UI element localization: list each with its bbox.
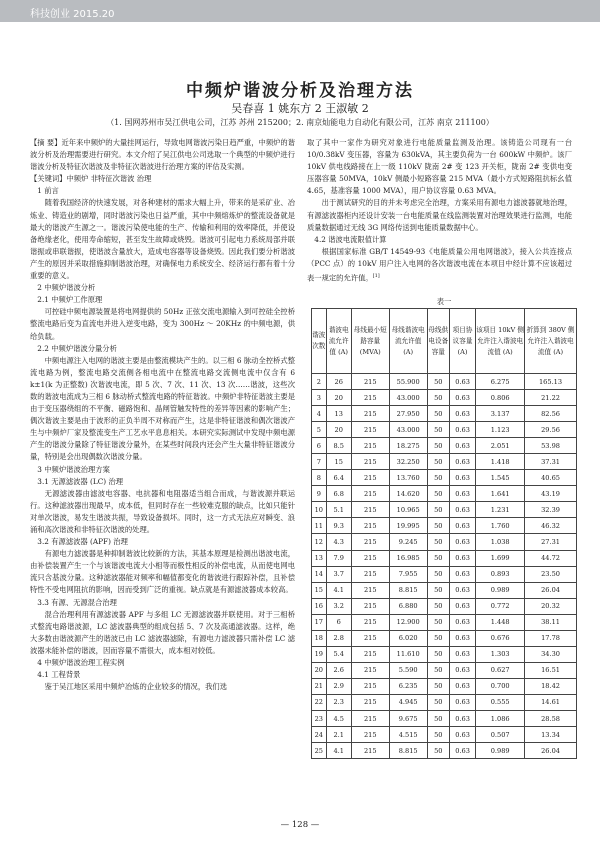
paragraph: 无源滤波器由滤波电容器、电抗器和电阻器适当组合而成，与谐波源并联运行。这种滤波器出现最早，成本低，但同时存在一些较难克服的缺点，比如只能针对单次谐波，易发生谐波共振，导致设备损坏。同时，这一方式无法应对瞬变、浪涌和高次谐波和非特征次谐波的处理。	[30, 488, 295, 534]
table-cell: 50	[427, 470, 449, 486]
table-cell: 14	[312, 566, 327, 582]
table-body	[312, 374, 577, 759]
table-cell: 3	[312, 390, 327, 406]
table-cell: 6.8	[326, 486, 351, 502]
table-cell: 2.6	[326, 662, 351, 678]
table-cell: 34.30	[525, 646, 577, 662]
table-cell: 0.63	[449, 518, 475, 534]
table-cell: 215	[351, 486, 389, 502]
table-cell: 9.245	[389, 534, 427, 550]
table-cell: 11	[312, 518, 327, 534]
table-cell: 44.72	[525, 550, 577, 566]
subsection-heading: 4.1 工程背景	[37, 670, 81, 680]
table-cell: 6	[312, 438, 327, 454]
subsection-heading: 3.2 有源滤波器 (APF) 治理	[37, 537, 128, 547]
table-cell: 0.806	[476, 390, 525, 406]
paragraph	[307, 246, 572, 285]
table-cell: 23.50	[525, 566, 577, 582]
table-cell: 215	[351, 710, 389, 726]
table-header-cell: 谐波电流允许值 (A)	[326, 309, 351, 374]
table-row	[312, 614, 577, 630]
table-header-row	[312, 309, 577, 374]
table-row	[312, 743, 577, 759]
table-cell: 165.13	[525, 374, 577, 390]
table-cell: 19	[312, 646, 327, 662]
table-header-cell: 母线谐波电流允许值 (A)	[389, 309, 427, 374]
table-row	[312, 694, 577, 710]
table-cell: 15	[326, 454, 351, 470]
table-cell: 20	[312, 662, 327, 678]
table-cell: 0.63	[449, 582, 475, 598]
table-cell: 0.989	[476, 582, 525, 598]
table-cell: 215	[351, 534, 389, 550]
table-cell: 50	[427, 743, 449, 759]
table-cell: 0.63	[449, 374, 475, 390]
table-cell: 26.04	[525, 582, 577, 598]
table-cell: 1.123	[476, 422, 525, 438]
paragraph-text: 根据国家标准 GB/T 14549-93《电能质量公用电网谐波》，接入公共连接点（PCC 点）的 10kV 用户注入电网的各次谐波电流在本项目中经计算不应该超过表一规定的允许值。	[307, 246, 572, 283]
paragraph: 可控硅中频电源装置是将电网提供的 50Hz 正弦交流电源输入到可控硅全控桥整流电路后变为直流电并进入逆变电路，变为 300Hz ～ 20KHz 的中频电源，供给负载。	[30, 307, 295, 341]
table-cell: 7	[312, 454, 327, 470]
table-cell: 4.1	[326, 743, 351, 759]
table-header-cell: 母线供电设备容量	[427, 309, 449, 374]
table-row	[312, 422, 577, 438]
table-cell: 20	[326, 422, 351, 438]
table-row	[312, 630, 577, 646]
table-cell: 55.900	[389, 374, 427, 390]
table-cell: 16.51	[525, 662, 577, 678]
table-cell: 5	[312, 422, 327, 438]
table-cell: 8	[312, 470, 327, 486]
table-cell: 50	[427, 710, 449, 726]
table-cell: 0.63	[449, 406, 475, 422]
table-cell: 50	[427, 662, 449, 678]
table-cell: 50	[427, 727, 449, 743]
table-cell: 3.7	[326, 566, 351, 582]
table-cell: 215	[351, 678, 389, 694]
table-cell: 17	[312, 614, 327, 630]
table-cell: 0.63	[449, 662, 475, 678]
table-cell: 4.1	[326, 582, 351, 598]
table-cell: 25	[312, 743, 327, 759]
table-cell: 8.815	[389, 743, 427, 759]
table-cell: 11.610	[389, 646, 427, 662]
table-cell: 1.448	[476, 614, 525, 630]
journal-name: 科技创业 2015.20	[30, 9, 115, 20]
table-cell: 32.250	[389, 454, 427, 470]
table-cell: 50	[427, 454, 449, 470]
table-cell: 2	[312, 374, 327, 390]
paper-title: 中频炉谐波分析及治理方法	[186, 81, 414, 101]
table-cell: 0.63	[449, 710, 475, 726]
table-cell: 6.880	[389, 598, 427, 614]
table-cell: 215	[351, 374, 389, 390]
paragraph: 有源电力滤波器是种抑制谐波比较新的方法，其基本原理是检测出谐波电流，由补偿装置产生一个与该谐波电流大小相等而极性相反的补偿电流，从而使电网电流只含基波分量。这种滤波器能对频率和幅值都变化的谐波进行跟踪补偿，且补偿特性不受电网阻抗的影响，因而受到广泛的重视。缺点就是有源滤波器成本较高。	[30, 549, 295, 595]
table-cell: 5.1	[326, 502, 351, 518]
table-cell: 14.620	[389, 486, 427, 502]
table-cell: 43.000	[389, 422, 427, 438]
subsection-heading: 2.1 中频炉工作原理	[37, 295, 103, 305]
table-cell: 50	[427, 694, 449, 710]
table-cell: 0.63	[449, 534, 475, 550]
table-cell: 215	[351, 550, 389, 566]
table-row	[312, 727, 577, 743]
table-row	[312, 406, 577, 422]
table-cell: 215	[351, 438, 389, 454]
table-cell: 4	[312, 406, 327, 422]
table-cell: 2.1	[326, 727, 351, 743]
table-cell: 13	[312, 550, 327, 566]
table-cell: 9.675	[389, 710, 427, 726]
table-cell: 0.63	[449, 646, 475, 662]
subsection-heading: 2.2 中频炉谐波分量分析	[37, 343, 117, 353]
table-cell: 21.22	[525, 390, 577, 406]
keywords: 【关键词】中频炉 非特征次谐波 治理	[30, 174, 152, 184]
table-cell: 6.020	[389, 630, 427, 646]
table-cell: 0.63	[449, 614, 475, 630]
table-cell: 50	[427, 422, 449, 438]
table-cell: 4.5	[326, 710, 351, 726]
table-cell: 215	[351, 614, 389, 630]
table-cell: 37.31	[525, 454, 577, 470]
table-cell: 1.086	[476, 710, 525, 726]
table-cell: 18	[312, 630, 327, 646]
table-cell: 0.507	[476, 727, 525, 743]
table-cell: 215	[351, 630, 389, 646]
table-cell: 22	[312, 694, 327, 710]
table-cell: 8.5	[326, 438, 351, 454]
table-cell: 50	[427, 614, 449, 630]
table-cell: 215	[351, 406, 389, 422]
table-cell: 50	[427, 598, 449, 614]
table-cell: 0.676	[476, 630, 525, 646]
harmonic-limit-table	[311, 308, 577, 759]
table-cell: 9	[312, 486, 327, 502]
table-caption: 表一	[436, 297, 452, 306]
table-cell: 0.893	[476, 566, 525, 582]
paragraph: 随着我国经济的快速发展，对各种建材的需求大幅上升，带来的是采矿业、冶炼业、铸造业的剧增，同时谐波污染也日益严重，其中中频熔炼炉的整流设备就是最大的谐波产生源之一。谐波污染使电能的生产、传输和利用的效率降低，并使设备绝缘老化，使用寿命缩短，甚至发生故障或烧毁。谐波可引起电力系统局部并联谐振或串联谐振，使谐波含量放大，造成电容器等设备烧毁。因此我们要分析谐波产生的原因并采取措施抑制谐波治理，对确保电力系统安全、经济运行都有着十分重要的意义。	[30, 198, 295, 281]
table-cell: 16	[312, 598, 327, 614]
table-cell: 215	[351, 727, 389, 743]
table-cell: 215	[351, 598, 389, 614]
table-cell: 1.641	[476, 486, 525, 502]
table-row	[312, 678, 577, 694]
subsection-heading: 3.1 无源滤波器 (LC) 治理	[37, 476, 124, 486]
table-cell: 1.699	[476, 550, 525, 566]
table-cell: 215	[351, 662, 389, 678]
table-cell: 16.985	[389, 550, 427, 566]
table-cell: 2.9	[326, 678, 351, 694]
table-cell: 27.31	[525, 534, 577, 550]
table-cell: 0.63	[449, 470, 475, 486]
table-cell: 50	[427, 630, 449, 646]
table-cell: 13.34	[525, 727, 577, 743]
table-cell: 50	[427, 534, 449, 550]
journal-header-bar	[0, 0, 600, 22]
paragraph: 中频电源注入电网的谐波主要是由整流模块产生的。以三相 6 脉动全控桥式整流电路为例，整流电路交流侧各相电流中在整流电路交流侧电流中仅含有 6 k±1(k 为正整数) 次谐波电流，即 5 次、7 次、11 次、13 次……谐波，这些次数的谐波电流成为三相 6 脉动桥式整流电路的特征谐波。中频炉非特征谐波主要是由于变压器绕组的不平衡、磁路饱和、晶闸管触发特性的差异等因素的影响产生；偶次谐波主要是由于波形的正负半周不对称而产生，这是非特征谐波和偶次谐波产生与中频炉厂家及整流变生产工艺水平息息相关。本研究实际测试中发现中频电源产生的谐波分量除了特征谐波分量外，在某些时间段内还会产生大量非特征谐波分量，特别是会出现偶数次谐波分量。	[30, 355, 295, 462]
table-cell: 2.051	[476, 438, 525, 454]
table-cell: 40.65	[525, 470, 577, 486]
table-cell: 6.275	[476, 374, 525, 390]
table-row	[312, 646, 577, 662]
table-cell: 1.038	[476, 534, 525, 550]
table-cell: 215	[351, 743, 389, 759]
paragraph: 出于测试研究的目的并未考虑完全治理，方案采用有源电力滤波器就地治理，有源滤波器柜内还设计安装一台电能质量在线监测装置对治理效果进行监测，电能质量数据通过无线 3G 网络传送到电能质量数据中心。	[307, 198, 572, 232]
table-cell: 50	[427, 566, 449, 582]
table-header-cell: 该项目 10kV 侧允许注入谐波电流值 (A)	[476, 309, 525, 374]
table-cell: 43.19	[525, 486, 577, 502]
table-cell: 0.772	[476, 598, 525, 614]
table-cell: 9.3	[326, 518, 351, 534]
table-cell: 0.63	[449, 566, 475, 582]
table-cell: 7.955	[389, 566, 427, 582]
table-cell: 18.275	[389, 438, 427, 454]
table-cell: 215	[351, 518, 389, 534]
table-cell: 0.63	[449, 550, 475, 566]
table-cell: 50	[427, 390, 449, 406]
table-cell: 13	[326, 406, 351, 422]
table-cell: 12	[312, 534, 327, 550]
table-header-cell: 折算到 380V 侧允许注入谐波电流值 (A)	[525, 309, 577, 374]
table-cell: 14.61	[525, 694, 577, 710]
table-cell: 0.627	[476, 662, 525, 678]
table-cell: 50	[427, 438, 449, 454]
table-cell: 50	[427, 502, 449, 518]
table-cell: 20	[326, 390, 351, 406]
table-cell: 50	[427, 374, 449, 390]
table-row	[312, 598, 577, 614]
table-cell: 50	[427, 486, 449, 502]
section-heading: 3 中频炉谐波治理方案	[37, 464, 110, 474]
table-cell: 50	[427, 550, 449, 566]
table-cell: 0.700	[476, 678, 525, 694]
table-cell: 0.63	[449, 390, 475, 406]
table-cell: 0.63	[449, 438, 475, 454]
table-cell: 215	[351, 470, 389, 486]
table-cell: 21	[312, 678, 327, 694]
table-cell: 19.995	[389, 518, 427, 534]
table-row	[312, 374, 577, 390]
table-header-cell: 谐波次数	[312, 309, 327, 374]
table-cell: 12.900	[389, 614, 427, 630]
paragraph: 取了其中一家作为研究对象进行电能质量监测及治理。该铸造公司现有一台 10/0.38kV 变压器，容量为 630kVA，其主要负荷为一台 600kW 中频炉。该厂 10kV 供电线路接在上一级 110kV 陇南 2# 变 123 开关柜，陇南 2# 变供电变压器容量 50MVA，10kV 侧最小短路容量 215 MVA（最小方式短路阻抗标幺值 4.65，基准容量 1000 MVA），用户协议容量 0.63 MVA。	[307, 138, 572, 196]
table-cell: 0.63	[449, 727, 475, 743]
table-row	[312, 502, 577, 518]
table-cell: 0.63	[449, 743, 475, 759]
table-cell: 13.760	[389, 470, 427, 486]
table-cell: 15	[312, 582, 327, 598]
citation: [1]	[372, 273, 380, 280]
table-cell: 20.32	[525, 598, 577, 614]
table-cell: 0.63	[449, 598, 475, 614]
table-row	[312, 582, 577, 598]
table-cell: 27.950	[389, 406, 427, 422]
table-cell: 28.58	[525, 710, 577, 726]
section-heading: 4 中频炉谐波治理工程实例	[37, 658, 125, 668]
table-row	[312, 566, 577, 582]
left-column	[30, 137, 295, 693]
table-header-cell: 母线最小短路容量 (MVA)	[351, 309, 389, 374]
right-column	[307, 137, 572, 285]
table-cell: 5.4	[326, 646, 351, 662]
subsection-heading: 4.2 谐波电流限值计算	[314, 234, 387, 244]
table-cell: 215	[351, 646, 389, 662]
table-row	[312, 438, 577, 454]
table-cell: 7.9	[326, 550, 351, 566]
table-cell: 0.63	[449, 694, 475, 710]
table-cell: 43.000	[389, 390, 427, 406]
table-cell: 2.3	[326, 694, 351, 710]
table-cell: 38.11	[525, 614, 577, 630]
table-cell: 4.945	[389, 694, 427, 710]
table-row	[312, 454, 577, 470]
table-cell: 1.760	[476, 518, 525, 534]
table-cell: 10	[312, 502, 327, 518]
table-cell: 2.8	[326, 630, 351, 646]
table-row	[312, 550, 577, 566]
table-row	[312, 390, 577, 406]
table-cell: 6.235	[389, 678, 427, 694]
table-cell: 24	[312, 727, 327, 743]
table-cell: 0.63	[449, 630, 475, 646]
table-header-cell: 项目协议容量 (A)	[449, 309, 475, 374]
table-cell: 215	[351, 390, 389, 406]
table-cell: 1.545	[476, 470, 525, 486]
page-number: — 128 —	[280, 820, 320, 830]
section-heading: 1 前言	[37, 186, 59, 196]
table-cell: 17.78	[525, 630, 577, 646]
table-cell: 0.63	[449, 678, 475, 694]
table-cell: 10.965	[389, 502, 427, 518]
table-cell: 3.137	[476, 406, 525, 422]
table-cell: 6.4	[326, 470, 351, 486]
table-cell: 8.815	[389, 582, 427, 598]
table-cell: 215	[351, 566, 389, 582]
table-cell: 1.231	[476, 502, 525, 518]
table-row	[312, 534, 577, 550]
subsection-heading: 3.3 有源、无源混合治理	[37, 597, 117, 607]
table-cell: 32.39	[525, 502, 577, 518]
table-cell: 215	[351, 582, 389, 598]
authors: 吴春喜 1 姚东方 2 王淑敏 2	[231, 102, 369, 115]
table-row	[312, 470, 577, 486]
table-cell: 1.418	[476, 454, 525, 470]
table-cell: 215	[351, 422, 389, 438]
table-cell: 53.98	[525, 438, 577, 454]
table-cell: 0.63	[449, 502, 475, 518]
paragraph: 混合治理利用有源滤波器 APF 与多组 LC 无源滤波器并联使用。对于三相桥式整流电路谐波源，LC 滤波器典型的组成包括 5、7 次及高通滤波器。这样，绝大多数由谐波源产生的谐波已由 LC 滤波器滤除，有源电力滤波器只需补偿 LC 滤波器未能补偿的谐波，因而容量不需很大，成本相对较低。	[30, 609, 295, 655]
table-row	[312, 486, 577, 502]
table-cell: 3.2	[326, 598, 351, 614]
table-cell: 1.303	[476, 646, 525, 662]
table-cell: 5.590	[389, 662, 427, 678]
table-cell: 4.3	[326, 534, 351, 550]
section-heading: 2 中频炉谐波分析	[37, 283, 96, 293]
table-row	[312, 518, 577, 534]
table-cell: 50	[427, 406, 449, 422]
table-cell: 50	[427, 582, 449, 598]
table-cell: 0.63	[449, 454, 475, 470]
table-cell: 215	[351, 454, 389, 470]
table-cell: 0.555	[476, 694, 525, 710]
table-cell: 0.63	[449, 486, 475, 502]
table-cell: 215	[351, 502, 389, 518]
table-cell: 50	[427, 678, 449, 694]
paragraph: 鉴于吴江地区采用中频炉冶炼的企业较多的情况，我们选	[44, 682, 228, 692]
table-cell: 82.56	[525, 406, 577, 422]
table-cell: 50	[427, 646, 449, 662]
table-cell: 23	[312, 710, 327, 726]
table-cell: 18.42	[525, 678, 577, 694]
table-row	[312, 662, 577, 678]
table-cell: 0.989	[476, 743, 525, 759]
table-cell: 50	[427, 518, 449, 534]
table-row	[312, 710, 577, 726]
table-cell: 0.63	[449, 422, 475, 438]
table-cell: 6	[326, 614, 351, 630]
abstract: 【摘 要】近年来中频炉的大量挂网运行，导致电网谐波污染日趋严重，中频炉的谐波分析及治理需要进行研究。本文介绍了吴江供电公司选取一个典型的中频炉进行谐波分析及特征次谐波及非特征次谐波进行治理方案的评估及实测。	[30, 138, 296, 172]
affiliation: （1. 国网苏州市吴江供电公司，江苏 苏州 215200；2. 南京灿能电力自动化有限公司，江苏 南京 211100）	[106, 118, 494, 127]
table-cell: 46.32	[525, 518, 577, 534]
table-cell: 215	[351, 694, 389, 710]
table-cell: 29.56	[525, 422, 577, 438]
table-cell: 4.515	[389, 727, 427, 743]
table-cell: 26.04	[525, 743, 577, 759]
table-cell: 26	[326, 374, 351, 390]
